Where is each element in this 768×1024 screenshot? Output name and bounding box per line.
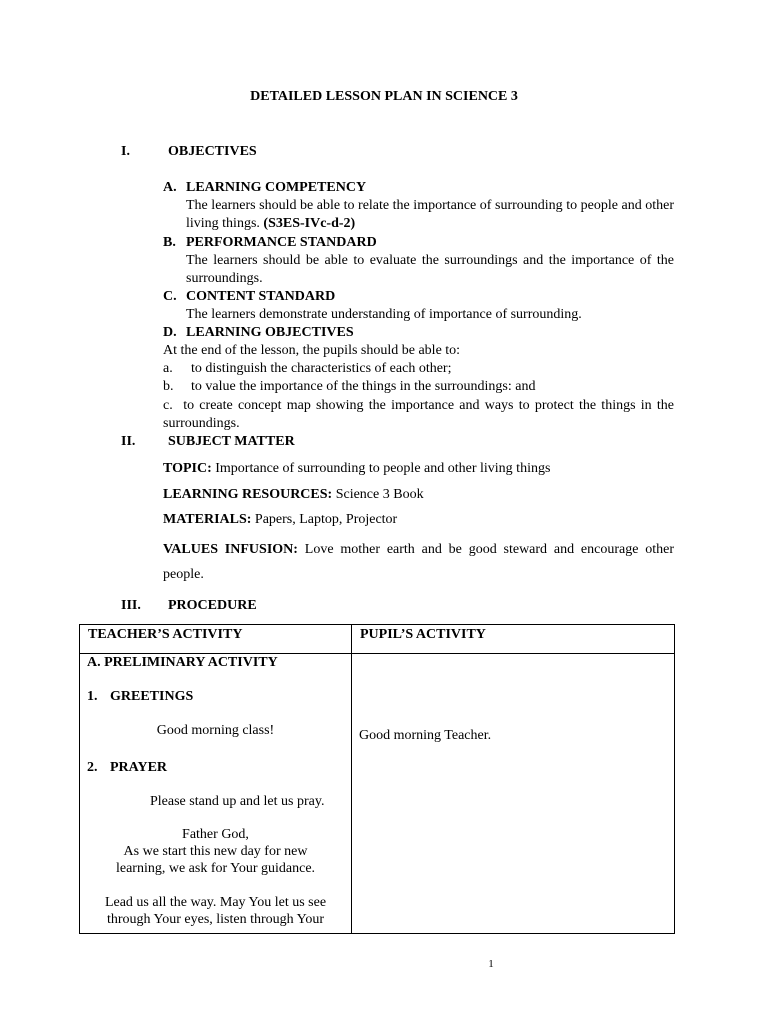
topic-line (163, 460, 674, 478)
objective-b-title: PERFORMANCE STANDARD (186, 235, 377, 250)
table-header-row (80, 625, 675, 654)
topic-value: Importance of surrounding to people and other living things (215, 461, 551, 476)
section-numeral-objectives: I. (121, 144, 130, 159)
prayer-text-line: through Your eyes, listen through Your (106, 912, 324, 927)
topic-label: TOPIC: (163, 461, 212, 476)
objective-item-a-letter: a. (163, 361, 173, 376)
section-heading-procedure: PROCEDURE (168, 598, 257, 613)
prayer-instruction: Please stand up and let us pray. (150, 794, 325, 809)
greetings-number: 1. (87, 689, 98, 704)
header-teacher-label: TEACHER’S ACTIVITY (88, 627, 243, 642)
table-header-teacher (80, 625, 352, 654)
objective-item-a-text: to distinguish the characteristics of each other; (191, 361, 452, 376)
prayer-text-line (80, 877, 351, 894)
materials-label: MATERIALS: (163, 512, 252, 527)
objective-b-letter: B. (163, 235, 176, 250)
objective-d-letter: D. (163, 325, 177, 340)
prayer-heading: PRAYER (110, 760, 168, 775)
greetings-heading: GREETINGS (110, 689, 194, 704)
resources-label: LEARNING RESOURCES: (163, 487, 333, 502)
table-row (80, 654, 675, 934)
pupil-greeting-reply: Good morning Teacher. (359, 728, 492, 743)
header-pupil-label: PUPIL’S ACTIVITY (360, 627, 486, 642)
preliminary-activity-heading: A. PRELIMINARY ACTIVITY (87, 655, 278, 670)
materials-value: Papers, Laptop, Projector (254, 512, 398, 527)
teacher-activity-cell (80, 654, 352, 934)
objective-item-c-letter: c. (163, 398, 173, 413)
objective-item-b-text: to value the importance of the things in the surroundings: and (191, 379, 536, 394)
pupil-activity-cell (352, 654, 675, 934)
page-number: 1 (488, 958, 494, 970)
values-label: VALUES INFUSION: (163, 542, 298, 557)
competency-code: (S3ES-IVc-d-2) (263, 216, 356, 231)
objective-b-text: The learners should be able to evaluate the surroundings and the importance of the surroundings. (186, 253, 674, 286)
prayer-number: 2. (87, 760, 98, 775)
resources-line (163, 486, 674, 504)
materials-line (163, 511, 674, 529)
prayer-text-line: learning, we ask for Your guidance. (115, 861, 316, 876)
table-header-pupil (352, 625, 675, 654)
values-value: Love mother earth and be good steward and encourage other people. (163, 542, 675, 582)
objective-c-letter: C. (163, 289, 177, 304)
document-title: DETAILED LESSON PLAN IN SCIENCE 3 (250, 89, 518, 104)
objective-a-text-body: The learners should be able to relate the importance of surrounding to people and other living things. (186, 198, 674, 231)
section-numeral-subject-matter: II. (121, 434, 136, 449)
objective-item-b-letter: b. (163, 379, 174, 394)
objective-item-c (163, 397, 674, 433)
section-heading-subject-matter: SUBJECT MATTER (168, 434, 295, 449)
prayer-text-line: Father God, (182, 827, 249, 842)
objective-d-title: LEARNING OBJECTIVES (186, 325, 354, 340)
resources-value: Science 3 Book (335, 487, 424, 502)
prayer-text-line: As we start this new day for new (123, 844, 308, 859)
procedure-table (79, 624, 675, 934)
values-line (163, 537, 674, 587)
objective-a-letter: A. (163, 180, 177, 195)
prayer-text-line: Lead us all the way. May You let us see (104, 895, 327, 910)
prayer-text (80, 826, 351, 928)
objective-c-text: The learners demonstrate understanding of importance of surrounding. (186, 307, 582, 322)
greetings-line: Good morning class! (156, 723, 275, 738)
objective-d-intro: At the end of the lesson, the pupils should be able to: (163, 343, 461, 358)
objective-c-title: CONTENT STANDARD (186, 289, 336, 304)
section-numeral-procedure: III. (121, 598, 141, 613)
objective-a-text (186, 197, 674, 233)
objective-item-c-text: to create concept map showing the importance and ways to protect the things in the surroundings. (163, 398, 674, 431)
objective-a-title: LEARNING COMPETENCY (186, 180, 367, 195)
section-heading-objectives: OBJECTIVES (168, 144, 257, 159)
